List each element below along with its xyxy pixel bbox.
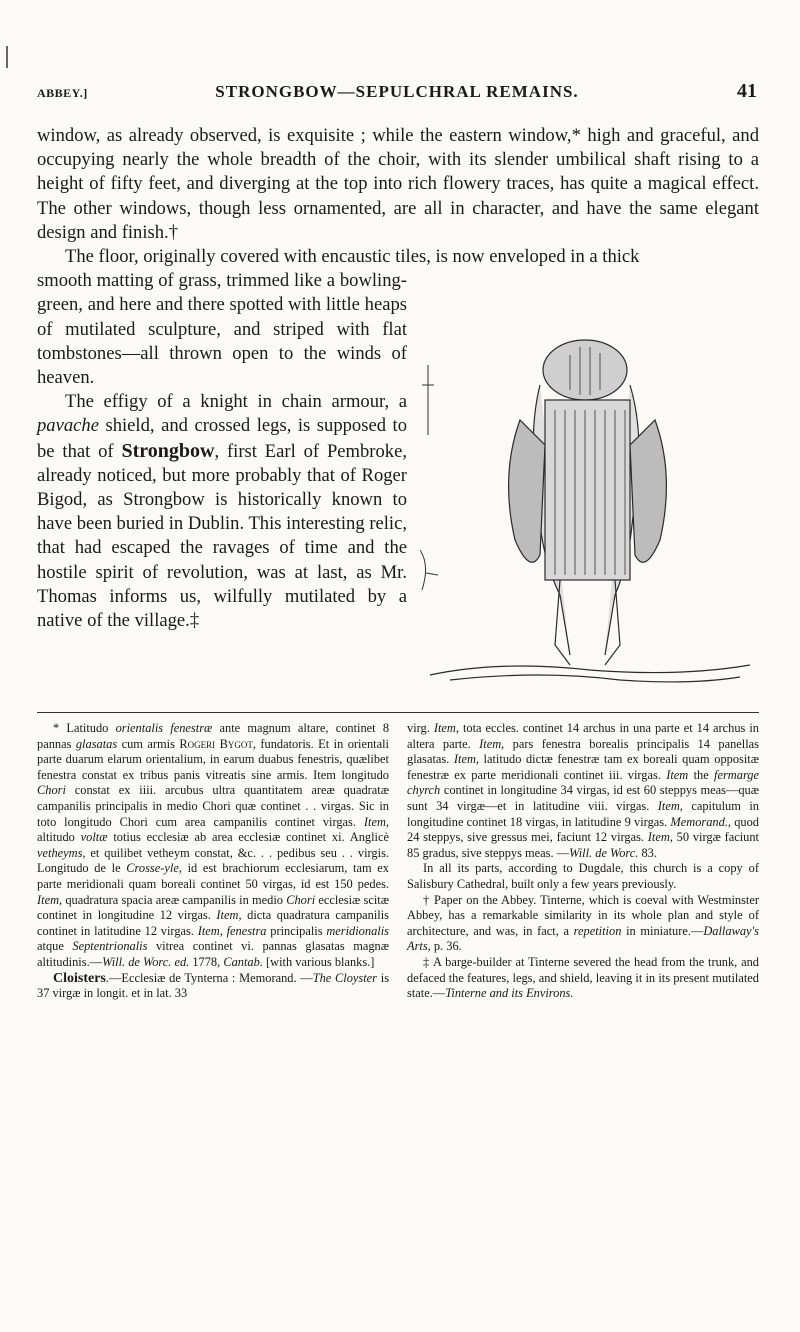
footnote-cloisters: Cloisters.—Ecclesiæ de Tynterna : Memorand. —The Cloyster is 37 virgæ in longit. et in lat. 33 — [37, 970, 390, 1001]
wrapped-column — [37, 269, 407, 633]
footnotes — [37, 712, 759, 1002]
page-number: 41 — [737, 80, 757, 102]
footnotes-left-column — [37, 721, 389, 1002]
footnote-double-dagger: ‡ A barge-builder at Tinterne severed the head from the trunk, and defaced the features, legs, and shield, leaving it in its present mutilated state.—Tinterne and its Environs. — [407, 954, 759, 1001]
header-title: STRONGBOW—SEPULCHRAL REMAINS. — [215, 82, 579, 101]
footnote-dugdale: In all its parts, according to Dugdale, this church is a copy of Salisbury Cathedral, built only a few years previously. — [407, 861, 759, 891]
paragraph-floor-a: The floor, originally covered with encaustic tiles, is now enveloped in a thick — [65, 246, 640, 268]
paragraph-floor-b: smooth matting of grass, trimmed like a bowling-green, and here and there spotted with little heaps of mutilated sculpture, and striped with flat tombstones—all thrown open to the winds of heaven. — [37, 270, 407, 389]
footnotes-right-column — [407, 721, 759, 1002]
footnote-latin-cont: virg. Item, tota eccles. continet 14 archus in una parte et 14 archus in altera parte. Item, pars fenestra borealis principalis 14 panellas glasatas. Item, latitudo dictæ fenestræ tam ex boreali quam oppositæ fenestræ ex parte meridionali continet iii. virgas. Item the fermarge chyrch continet in longitudine 34 virgas, id est 60 steppys meas—quæ sunt 34 virgæ—et in latitudine viii. virgas. Item, capitulum in longitudine continet 18 virgas, in latitudine 9 virgas. Memorand., quod 24 steppys, sive gressus mei, faciunt 12 virgas. Item, 50 virgæ faciunt 85 gradus, sive steppys meas. —Will. de Worc. 83. — [407, 721, 759, 860]
paragraph-windows: window, as already observed, is exquisite ; while the eastern window,* high and graceful, and occupying nearly the whole breadth of the choir, with its slender umbilical shaft rising to a height of fifty feet, and diverging at the top into rich flowery traces, has quite a magical effect. The other windows, though less ornamented, are all in character, and have the same elegant design and finish.† — [37, 125, 759, 243]
footnote-rule — [37, 712, 759, 713]
footnote-latin: * Latitudo orientalis fenestræ ante magnum altare, continet 8 pannas glasatas cum armis Rogeri Bygot, fundatoris. Et in orientali parte duarum elarum orientalium, in earum duabus fenestris, quælibet fenestra constat ex tribus panis vitreatis sine armis. Item longitudo Chori constat ex iiii. arcubus ultra quantitatem areæ quadratæ campanilis principalis in medio Chori quæ continet . . virgas. Sic in toto longitudo Chori cum area campanilis continet virgas. Item, altitudo voltæ totius ecclesiæ ab area ecclesiæ continet xi. Anglicè vetheyms, et quilibet vetheym constat, &c. . . pedibus seu . . virgis. Longitudo de le Crosse-yle, id est brachiorum ecclesiarum, tam ex parte meridionali quam boreali continet 50 virgas, id est 150 pedes. Item, quadratura spacia areæ campanilis in medio Chori ecclesiæ scitæ continet in longitudine 12 virgas. Item, dicta quadratura campanilis continet in latitudine 12 virgas. Item, fenestra principalis meridionalis atque Septentrionalis vitrea continet vi. pannas glasatas magnæ altitudinis.—Will. de Worc. ed. 1778, Cantab. [with various blanks.] — [37, 721, 390, 969]
effigy-illustration — [420, 325, 760, 690]
running-header — [37, 58, 757, 102]
header-section: ABBEY.] — [37, 86, 88, 100]
strongbow-blackletter: Strongbow — [121, 439, 215, 462]
margin-mark — [6, 46, 8, 68]
paragraph-effigy: The effigy of a knight in chain armour, a pavache shield, and crossed legs, is supposed to be that of Strongbow, first Earl of Pembroke, already noticed, but more probably that of Roger Bigod, as Strongbow is historically known to have been buried in Dublin. This interesting relic, that had escaped the ravages of time and the hostile spirit of revolution, was at last, as Mr. Thomas informs us, wilfully mutilated by a native of the village.‡ — [37, 391, 407, 632]
footnote-dagger: † Paper on the Abbey. Tinterne, which is coeval with Westminster Abbey, has a remarkable similarity in its whole plan and style of architecture, and was, in fact, a repetition in miniature.—Dallaway's Arts, p. 36. — [407, 892, 759, 954]
